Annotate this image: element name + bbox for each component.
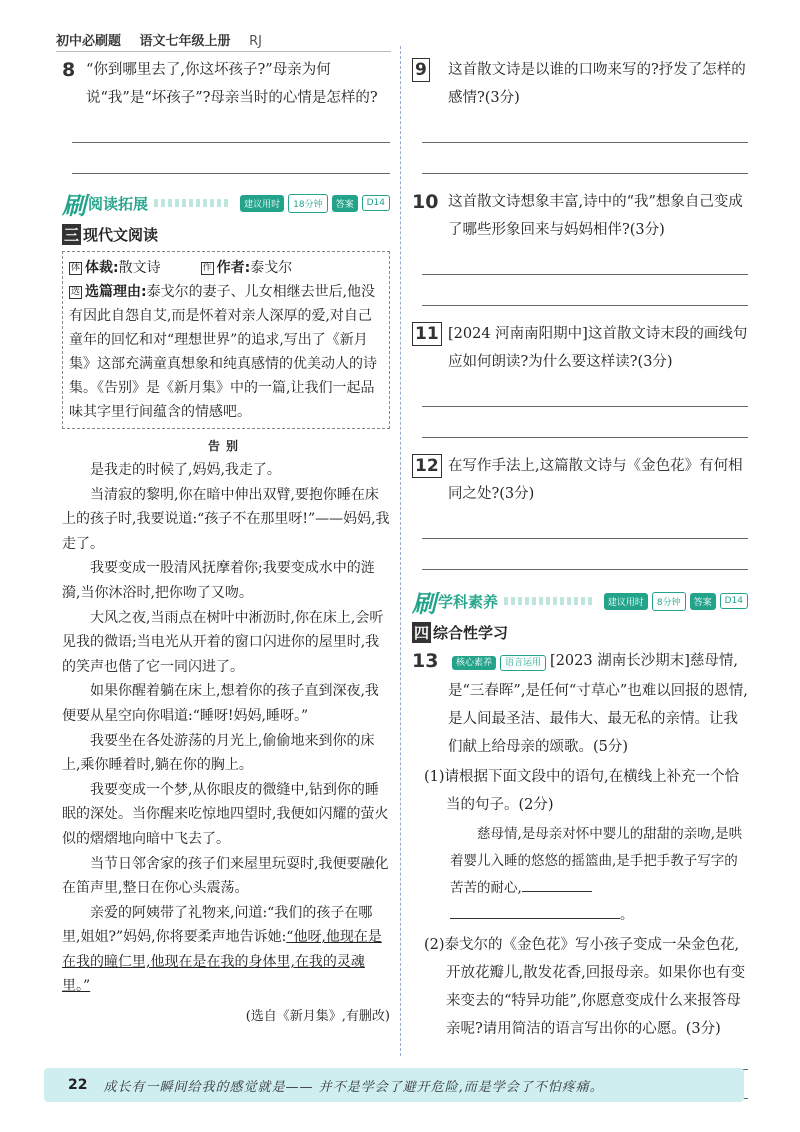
question-12 <box>412 452 748 570</box>
genre-field <box>69 256 161 280</box>
shua-logo: 刷 <box>412 589 436 618</box>
answer-line[interactable] <box>422 437 748 438</box>
question-number: 12 <box>412 454 442 478</box>
underlined-sentence: “他呀,他现在是在我的瞳仁里,他现在是在我的身体里,在我的灵魂里。” <box>62 929 382 995</box>
page-header <box>56 30 386 52</box>
question-10 <box>412 188 748 306</box>
question-number: 13 <box>412 650 439 672</box>
reason-text: 泰戈尔的妻子、儿女相继去世后,他没有因此自怨自艾,而是怀着对亲人深厚的爱,对自己童年的回忆和对“理想世界”的追求,写出了《新月集》这部充满童真想象和纯真感情的优美动人的诗集。《告别》是《新月集》中的一篇,让我们一起品味其字里行间蕴含的情感吧。 <box>69 284 377 420</box>
last-paragraph-text: 亲爱的阿姨带了礼物来,问道:“我们的孩子在哪里,姐姐?”妈妈,你将要柔声地告诉她: <box>62 904 373 946</box>
question-text: 在写作手法上,这篇散文诗与《金色花》有何相同之处?(3分) <box>448 458 743 502</box>
answer-line[interactable] <box>422 305 748 306</box>
passage-paragraph: 我要坐在各处游荡的月光上,偷偷地来到你的床上,乘你睡着时,躺在你的胸上。 <box>62 732 375 774</box>
reason-icon: 选 <box>70 286 80 297</box>
banner-title: 学科素养 <box>438 592 499 611</box>
question-text: “你到哪里去了,你这坏孩子?”母亲为何说“我”是“坏孩子”?母亲当时的心情是怎样的? <box>86 62 378 106</box>
answer-line[interactable] <box>422 569 748 570</box>
passage-paragraph: 当节日邻舍家的孩子们来屋里玩耍时,我便要融化在笛声里,整日在你心头震荡。 <box>62 855 389 897</box>
passage-paragraph: 是我走的时候了,妈妈,我走了。 <box>90 462 281 478</box>
answer-line[interactable] <box>72 173 390 174</box>
fill-blank[interactable] <box>522 878 592 892</box>
question-text: 这首散文诗是以谁的口吻来写的?抒发了怎样的感情?(3分) <box>448 62 746 106</box>
core-literacy-tag: 核心素养 <box>452 656 496 670</box>
passage-title: 告别 <box>207 439 244 453</box>
passage-paragraph-last <box>62 901 390 999</box>
passage-paragraph: 我要变成一股清风抚摩着你;我要变成水中的涟漪,当你沐浴时,把你吻了又吻。 <box>62 560 375 601</box>
answer-line[interactable] <box>422 173 748 174</box>
question-13-text: [2023 湖南长沙期末]慈母情,是“三春晖”,是任何“寸草心”也难以回报的恩情,是人间最圣洁、最伟大、最无私的亲情。让我们献上给母亲的颂歌。(5分) <box>448 653 748 755</box>
edition-label: RJ <box>249 34 262 49</box>
question-text <box>412 647 748 761</box>
author-label: 作者: <box>216 260 251 276</box>
page-footer <box>44 1068 744 1102</box>
footer-motto: 成长有一瞬间给我的感觉就是—— 并不是学会了避开危险,而是学会了不怕疼痛。 <box>103 1079 604 1095</box>
answer-line[interactable] <box>422 142 748 143</box>
header-rule <box>56 51 391 52</box>
quote-passage <box>412 821 748 929</box>
banner-title: 阅读拓展 <box>88 194 149 213</box>
right-column <box>412 56 748 1099</box>
fill-blank[interactable] <box>450 905 620 919</box>
genre-value: 散文诗 <box>118 260 161 276</box>
author-value: 泰戈尔 <box>250 260 293 276</box>
answer-ref: D14 <box>720 593 748 609</box>
answer-line[interactable] <box>422 538 748 539</box>
question-11 <box>412 320 748 438</box>
section-name: 现代文阅读 <box>83 226 159 244</box>
section-banner-literacy <box>412 586 748 616</box>
passage-paragraph: 大风之夜,当雨点在树叶中淅沥时,你在床上,会听见我的微语;当电光从开着的窗口闪进你的屋里时,我的笑声也偕了它一同闪进了。 <box>62 609 384 675</box>
banner-stripe <box>504 597 594 605</box>
time-label: 建议用时 <box>604 593 648 610</box>
left-column <box>62 56 390 1024</box>
author-icon: 作 <box>202 262 212 273</box>
answer-label: 答案 <box>690 593 716 610</box>
passage-paragraph: 如果你醒着躺在床上,想着你的孩子直到深夜,我便要从星空向你唱道:“睡呀!妈妈,睡呀。” <box>62 683 379 724</box>
answer-label: 答案 <box>332 195 358 212</box>
answer-line[interactable] <box>422 274 748 275</box>
question-8 <box>62 56 390 174</box>
language-use-tag: 语言运用 <box>500 655 546 671</box>
quote-end: 。 <box>620 907 634 923</box>
answer-ref: D14 <box>362 195 390 211</box>
question-number: 11 <box>412 322 442 346</box>
shua-logo: 刷 <box>62 191 86 220</box>
question-13 <box>412 647 748 1099</box>
info-box <box>62 251 390 429</box>
question-9 <box>412 56 748 174</box>
quote-text: 慈母情,是母亲对怀中婴儿的甜甜的亲吻,是哄着婴儿入睡的悠悠的摇篮曲,是手把手教子写字的苦苦的耐心, <box>450 826 743 896</box>
reason-label: 选篇理由: <box>85 284 147 300</box>
author-field <box>201 256 293 280</box>
subject-title: 语文七年级上册 <box>139 34 231 49</box>
passage-source: (选自《新月集》,有删改) <box>245 1009 390 1025</box>
answer-line[interactable] <box>72 142 390 143</box>
passage-paragraph: 我要变成一个梦,从你眼皮的微缝中,钻到你的睡眠的深处。当你醒来吃惊地四望时,我便如闪耀的萤火似的熠熠地向暗中飞去了。 <box>62 781 389 847</box>
sub-question-1: (1)请根据下面文段中的语句,在横线上补充一个恰当的句子。(2分) <box>424 769 740 813</box>
section-number: 三 <box>64 226 80 244</box>
question-number: 10 <box>412 191 439 213</box>
selection-reason <box>69 280 383 424</box>
genre-label: 体裁: <box>85 260 119 276</box>
time-label: 建议用时 <box>240 195 284 212</box>
section-banner-reading <box>62 188 390 218</box>
question-number: 8 <box>62 59 76 81</box>
section-title <box>412 622 748 643</box>
sub-question-2: (2)泰戈尔的《金色花》写小孩子变成一朵金色花,开放花瓣儿,散发花香,回报母亲。如果你也有变来变去的“特异功能”,你愿意变成什么来报答母亲呢?请用简洁的语言写出你的心愿。(3分) <box>424 937 746 1037</box>
question-text: 这首散文诗想象丰富,诗中的“我”想象自己变成了哪些形象回来与妈妈相伴?(3分) <box>448 194 743 238</box>
column-divider <box>400 46 401 1056</box>
genre-icon: 体 <box>70 262 80 273</box>
section-name: 综合性学习 <box>433 624 509 642</box>
banner-stripe <box>154 199 230 207</box>
passage-body <box>62 458 390 1024</box>
page-number: 22 <box>68 1077 88 1093</box>
question-number: 9 <box>412 58 430 82</box>
book-title: 初中必刷题 <box>56 34 122 49</box>
answer-line[interactable] <box>422 406 748 407</box>
section-title <box>62 224 390 245</box>
question-text: [2024 河南南阳期中]这首散文诗末段的画线句应如何朗读?为什么要这样读?(3分) <box>448 326 748 370</box>
passage-paragraph: 当清寂的黎明,你在暗中伸出双臂,要抱你睡在床上的孩子时,我要说道:“孩子不在那里呀!”——妈妈,我走了。 <box>62 486 390 552</box>
time-value: 8分钟 <box>652 592 686 611</box>
time-value: 18分钟 <box>288 194 327 213</box>
section-number: 四 <box>414 624 430 642</box>
